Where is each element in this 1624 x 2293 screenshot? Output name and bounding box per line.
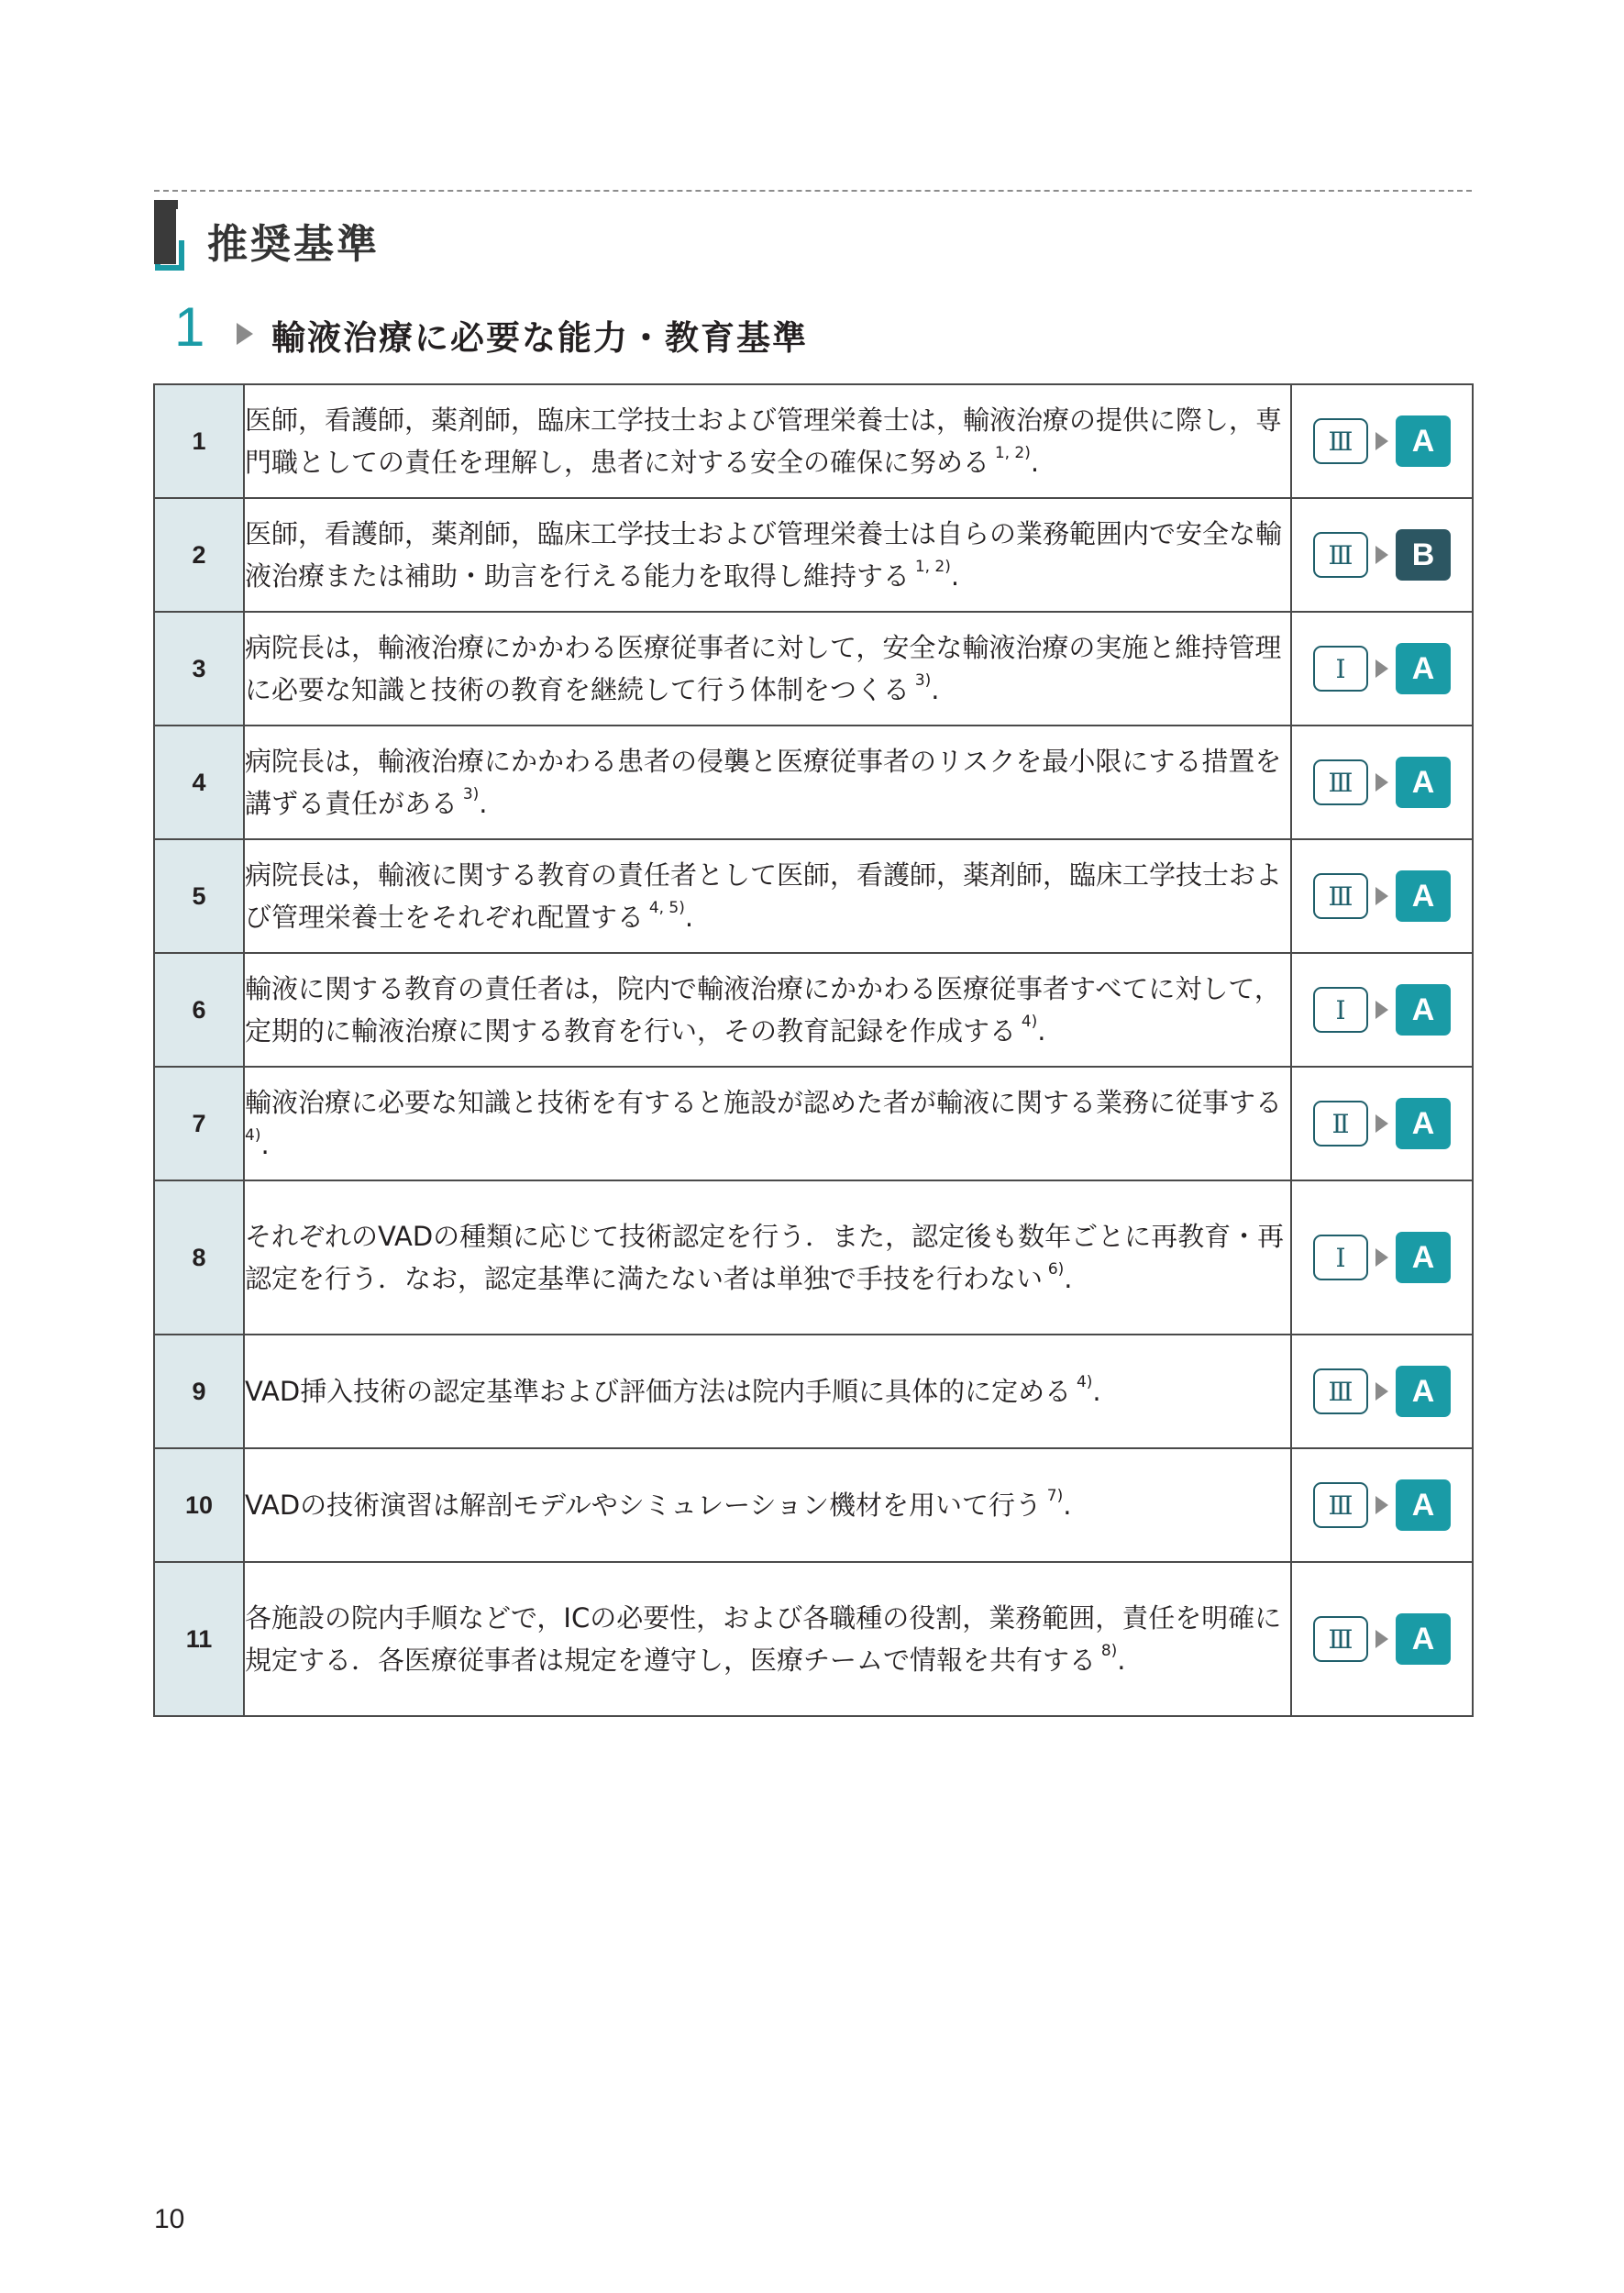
arrow-right-icon — [1375, 659, 1388, 678]
evidence-grade — [1292, 1098, 1472, 1149]
evidence-grade — [1292, 1232, 1472, 1283]
recommendation-text: 各施設の院内手順などで，ICの必要性，および各職種の役割，業務範囲，責任を明確に規定する．各医療従事者は規定を遵守し，医療チームで情報を共有する — [245, 1602, 1282, 1676]
evidence-grade-cell — [1291, 384, 1473, 498]
recommendation-table — [153, 383, 1474, 1717]
sentence-end: . — [1037, 1015, 1046, 1047]
evidence-grade — [1292, 870, 1472, 922]
reference-superscript: 3) — [914, 671, 932, 691]
table-row — [154, 953, 1473, 1067]
recommendation-text: 病院長は，輸液に関する教育の責任者として医師，看護師，薬剤師，臨床工学技士および管理栄養士をそれぞれ配置する — [245, 859, 1283, 933]
evidence-grade-cell — [1291, 612, 1473, 726]
table-row — [154, 1448, 1473, 1562]
evidence-level-badge: Ⅲ — [1313, 1482, 1368, 1528]
row-number: 4 — [154, 726, 244, 839]
table-row — [154, 1562, 1473, 1716]
recommendation-grade-badge: A — [1396, 1232, 1451, 1283]
reference-superscript: 4) — [1021, 1013, 1038, 1032]
subsection-number: 1 — [174, 296, 205, 358]
recommendation-text: それぞれのVADの種類に応じて技術認定を行う．また，認定後も数年ごとに再教育・再認定を行う．なお，認定基準に満たない者は単独で手技を行わない — [245, 1221, 1285, 1294]
recommendation-text: VADの技術演習は解剖モデルやシミュレーション機材を用いて行う — [245, 1490, 1042, 1521]
evidence-level-badge: Ⅲ — [1313, 759, 1368, 805]
arrow-right-icon — [1375, 1382, 1388, 1401]
evidence-grade — [1292, 984, 1472, 1036]
heading-bracket-icon — [154, 200, 187, 273]
recommendation-grade-badge: A — [1396, 1479, 1451, 1531]
recommendation-grade-badge: A — [1396, 1366, 1451, 1417]
evidence-grade-cell — [1291, 1180, 1473, 1335]
evidence-grade-cell — [1291, 726, 1473, 839]
table-row — [154, 726, 1473, 839]
recommendation-text: VAD挿入技術の認定基準および評価方法は院内手順に具体的に定める — [245, 1376, 1072, 1407]
reference-superscript: 6) — [1047, 1260, 1065, 1279]
recommendation-grade-badge: A — [1396, 984, 1451, 1036]
recommendation-text-cell — [244, 1562, 1291, 1716]
recommendation-text-cell — [244, 384, 1291, 498]
arrow-right-icon — [1375, 432, 1388, 450]
arrow-right-icon — [1375, 887, 1388, 905]
row-number: 6 — [154, 953, 244, 1067]
evidence-level-badge: Ⅲ — [1313, 1616, 1368, 1662]
row-number: 1 — [154, 384, 244, 498]
page-number: 10 — [154, 2204, 185, 2234]
subsection-title: 輸液治療に必要な能力・教育基準 — [271, 318, 808, 358]
table-row — [154, 839, 1473, 953]
evidence-grade — [1292, 1613, 1472, 1665]
evidence-grade-cell — [1291, 1067, 1473, 1180]
sentence-end: . — [1092, 1376, 1101, 1407]
section-title: 推奨基準 — [207, 221, 380, 268]
evidence-level-badge: Ⅲ — [1313, 418, 1368, 464]
recommendation-grade-badge: A — [1396, 757, 1451, 808]
sub-heading — [174, 296, 1275, 367]
recommendation-grade-badge: A — [1396, 870, 1451, 922]
sentence-end: . — [1117, 1645, 1126, 1676]
table-row — [154, 1335, 1473, 1448]
evidence-level-badge: Ⅲ — [1313, 1368, 1368, 1414]
reference-superscript: 4) — [245, 1126, 261, 1146]
evidence-level-badge: Ⅰ — [1313, 646, 1368, 692]
arrow-right-icon — [1375, 546, 1388, 564]
recommendation-text-cell — [244, 612, 1291, 726]
evidence-grade-cell — [1291, 498, 1473, 612]
recommendation-text: 医師，看護師，薬剤師，臨床工学技士および管理栄養士は自らの業務範囲内で安全な輸液治療または補助・助言を行える能力を取得し維持する — [245, 518, 1283, 592]
evidence-grade — [1292, 415, 1472, 467]
recommendation-grade-badge: B — [1396, 529, 1451, 581]
arrow-right-icon — [1375, 1496, 1388, 1514]
evidence-grade — [1292, 757, 1472, 808]
evidence-level-badge: Ⅱ — [1313, 1101, 1368, 1146]
recommendation-grade-badge: A — [1396, 1613, 1451, 1665]
table-row — [154, 1067, 1473, 1180]
recommendation-text-cell — [244, 1448, 1291, 1562]
table-row — [154, 384, 1473, 498]
recommendation-text: 輸液治療に必要な知識と技術を有すると施設が認めた者が輸液に関する業務に従事する — [245, 1087, 1283, 1118]
table-row — [154, 1180, 1473, 1335]
recommendation-text-cell — [244, 1067, 1291, 1180]
arrow-right-icon — [1375, 1114, 1388, 1133]
arrow-right-icon — [1375, 1630, 1388, 1648]
evidence-level-badge: Ⅰ — [1313, 1235, 1368, 1280]
recommendation-grade-badge: A — [1396, 643, 1451, 694]
arrow-right-icon — [1375, 773, 1388, 792]
evidence-grade-cell — [1291, 839, 1473, 953]
sentence-end: . — [479, 788, 488, 819]
sentence-end: . — [1064, 1263, 1073, 1294]
row-number: 11 — [154, 1562, 244, 1716]
evidence-level-badge: Ⅰ — [1313, 987, 1368, 1033]
evidence-grade-cell — [1291, 1335, 1473, 1448]
recommendation-text-cell — [244, 839, 1291, 953]
reference-superscript: 4) — [1076, 1373, 1093, 1392]
evidence-grade-cell — [1291, 1562, 1473, 1716]
evidence-level-badge: Ⅲ — [1313, 873, 1368, 919]
recommendation-text-cell — [244, 1180, 1291, 1335]
row-number: 2 — [154, 498, 244, 612]
recommendation-text: 輸液に関する教育の責任者は，院内で輸液治療にかかわる医療従事者すべてに対して，定期的に輸液治療に関する教育を行い，その教育記録を作成する — [245, 973, 1281, 1047]
evidence-grade — [1292, 529, 1472, 581]
row-number: 3 — [154, 612, 244, 726]
section-heading — [154, 200, 796, 273]
top-dashed-rule — [154, 190, 1472, 192]
recommendation-grade-badge: A — [1396, 415, 1451, 467]
recommendation-grade-badge: A — [1396, 1098, 1451, 1149]
arrow-right-icon — [1375, 1248, 1388, 1267]
row-number: 7 — [154, 1067, 244, 1180]
recommendation-text-cell — [244, 953, 1291, 1067]
sentence-end: . — [684, 902, 694, 933]
row-number: 5 — [154, 839, 244, 953]
evidence-grade — [1292, 1366, 1472, 1417]
evidence-grade-cell — [1291, 1448, 1473, 1562]
recommendation-text-cell — [244, 726, 1291, 839]
row-number: 9 — [154, 1335, 244, 1448]
reference-superscript: 4, 5) — [648, 899, 685, 918]
table-row — [154, 612, 1473, 726]
reference-superscript: 3) — [462, 785, 480, 804]
evidence-grade — [1292, 1479, 1472, 1531]
reference-superscript: 1, 2) — [914, 558, 951, 577]
reference-superscript: 1, 2) — [994, 444, 1031, 463]
recommendation-text-cell — [244, 1335, 1291, 1448]
row-number: 10 — [154, 1448, 244, 1562]
recommendation-text: 病院長は，輸液治療にかかわる患者の侵襲と医療従事者のリスクを最小限にする措置を講ずる責任がある — [245, 746, 1282, 819]
recommendation-text-cell — [244, 498, 1291, 612]
recommendation-text: 医師，看護師，薬剤師，臨床工学技士および管理栄養士は，輸液治療の提供に際し，専門職としての責任を理解し，患者に対する安全の確保に努める — [245, 404, 1283, 478]
sentence-end: . — [1030, 447, 1040, 478]
reference-superscript: 8) — [1100, 1642, 1118, 1661]
sentence-end: . — [1063, 1490, 1072, 1521]
recommendation-text: 病院長は，輸液治療にかかわる医療従事者に対して，安全な輸液治療の実施と維持管理に必要な知識と技術の教育を継続して行う体制をつくる — [245, 632, 1282, 705]
sentence-end: . — [260, 1129, 270, 1160]
row-number: 8 — [154, 1180, 244, 1335]
sentence-end: . — [931, 674, 940, 705]
reference-superscript: 7) — [1046, 1487, 1064, 1506]
sentence-end: . — [950, 560, 960, 592]
arrow-right-icon — [1375, 1001, 1388, 1019]
evidence-grade-cell — [1291, 953, 1473, 1067]
table-row — [154, 498, 1473, 612]
triangle-arrow-icon — [237, 323, 253, 345]
evidence-grade — [1292, 643, 1472, 694]
evidence-level-badge: Ⅲ — [1313, 532, 1368, 578]
